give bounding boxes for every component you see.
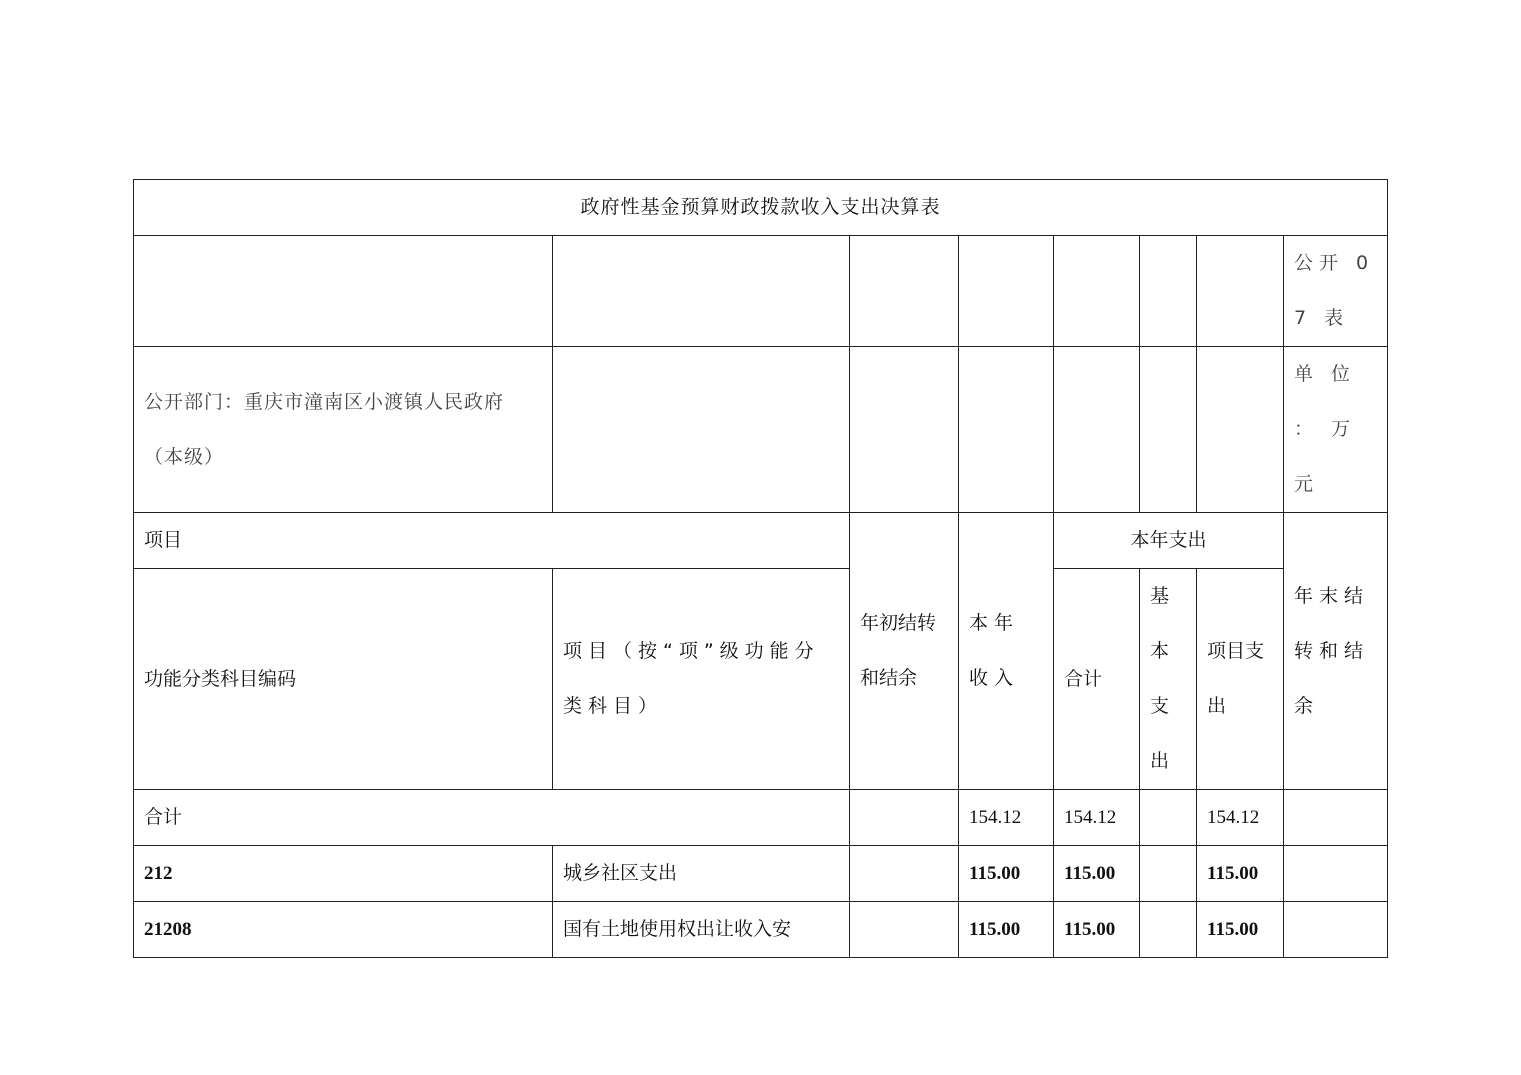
header-code: 功能分类科目编码: [134, 569, 553, 790]
budget-table: [133, 179, 1388, 958]
department-label: 公开部门：重庆市潼南区小渡镇人民政府（本级）: [134, 347, 553, 513]
row-basic: [1140, 846, 1197, 902]
row-opening: [850, 790, 959, 846]
header-project-by-item: 项目（按“项”级功能分类科目）: [553, 569, 850, 790]
table-row: [134, 846, 1388, 902]
row-code: 合计: [134, 790, 850, 846]
row-code: 21208: [134, 902, 553, 958]
row-income: 115.00: [959, 902, 1054, 958]
row-project: 115.00: [1197, 846, 1284, 902]
empty-cell: [959, 236, 1054, 347]
row-closing: [1284, 790, 1388, 846]
header-project: 项目: [134, 513, 850, 569]
row-total: 115.00: [1054, 902, 1140, 958]
empty-cell: [1197, 347, 1284, 513]
row-code: 212: [134, 846, 553, 902]
empty-cell: [1054, 236, 1140, 347]
header-project-expense: 项目支出: [1197, 569, 1284, 790]
empty-cell: [134, 236, 553, 347]
table-number: 公开 07 表: [1284, 236, 1388, 347]
row-name: 城乡社区支出: [553, 846, 850, 902]
empty-cell: [1197, 236, 1284, 347]
empty-cell: [850, 236, 959, 347]
row-total: 154.12: [1054, 790, 1140, 846]
row-basic: [1140, 902, 1197, 958]
row-income: 115.00: [959, 846, 1054, 902]
row-project: 115.00: [1197, 902, 1284, 958]
header-opening-balance: 年初结转和结余: [850, 513, 959, 790]
row-closing: [1284, 902, 1388, 958]
row-project: 154.12: [1197, 790, 1284, 846]
empty-cell: [553, 347, 850, 513]
empty-cell: [553, 236, 850, 347]
header-basic-expense: 基本支出: [1140, 569, 1197, 790]
row-opening: [850, 846, 959, 902]
header-closing-balance: 年末结转和结余: [1284, 513, 1388, 790]
row-basic: [1140, 790, 1197, 846]
row-opening: [850, 902, 959, 958]
header-total: 合计: [1054, 569, 1140, 790]
row-closing: [1284, 846, 1388, 902]
empty-cell: [1140, 347, 1197, 513]
header-current-income: 本年收入: [959, 513, 1054, 790]
table-row: [134, 902, 1388, 958]
table-row: [134, 790, 1388, 846]
empty-cell: [959, 347, 1054, 513]
empty-cell: [1140, 236, 1197, 347]
empty-cell: [850, 347, 959, 513]
empty-cell: [1054, 347, 1140, 513]
table-title: 政府性基金预算财政拨款收入支出决算表: [134, 180, 1388, 236]
row-total: 115.00: [1054, 846, 1140, 902]
unit-label: 单 位 ： 万元: [1284, 347, 1388, 513]
row-name: 国有土地使用权出让收入安: [553, 902, 850, 958]
header-current-expense: 本年支出: [1054, 513, 1284, 569]
row-income: 154.12: [959, 790, 1054, 846]
